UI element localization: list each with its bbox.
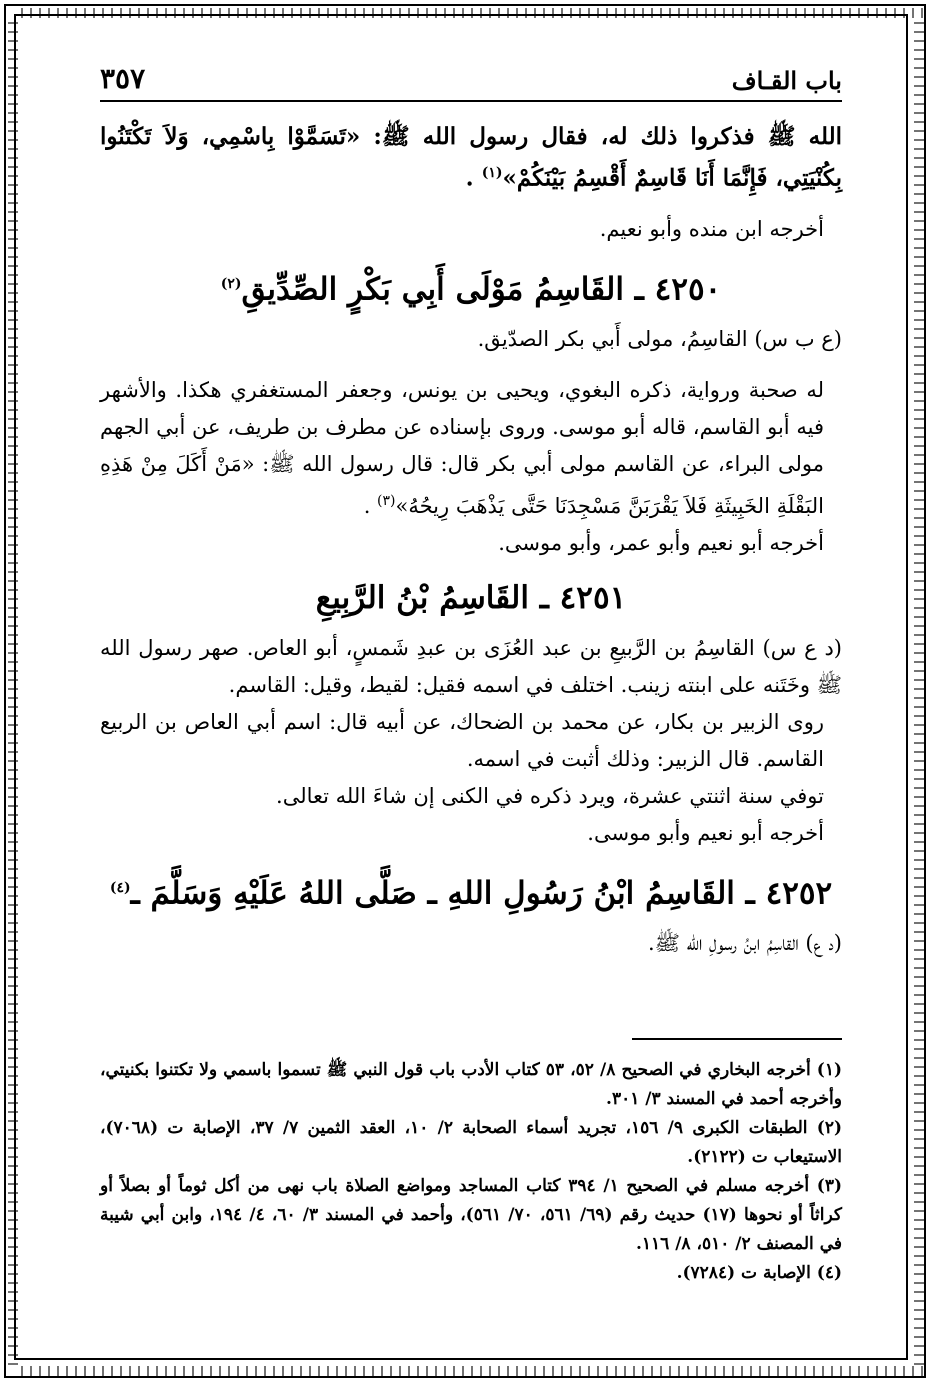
entry-title-text: ٤٢٥٠ ـ القَاسِمُ مَوْلَى أَبِي بَكْرٍ الصِّدِّيقِ [241, 270, 722, 307]
footnote-ref-3: (٣) [377, 492, 396, 509]
paragraph-takhrij-1: أخرجه ابن منده وأبو نعيم. [599, 216, 824, 241]
entry-title-4251: ٤٢٥١ ـ القَاسِمُ بْنُ الرَّبِيعِ [315, 579, 627, 616]
entry-sigla-4251: (د ع س) القاسِمُ بن الرَّبيعِ بن عبد العُزَى بن عبدِ شَمسٍ، أبو العاص. صهر رسول الله ﷺ وخَتَنه على ابنته زينب. اختلف في اسمه فقيل: لقيط، وقيل: القاسم. [100, 635, 842, 697]
entry-death-4251: توفي سنة اثنتي عشرة، ويرد ذكره في الكنى إن شاءَ الله تعالى. [276, 783, 824, 808]
footnote-separator [632, 1038, 842, 1040]
entry-paragraph-4250: له صحبة ورواية، ذكره البغوي، ويحيى بن يونس، وجعفر المستغفري هكذا. والأشهر فيه أبو القاسم، قاله أبو موسى. وروى بإسناده عن مطرف بن طريف، عن أبي الجهم مولى البراء، عن القاسم مولى أبي بكر قال: قال رسول الله ﷺ: «مَنْ أَكَلَ مِنْ هَذِهِ البَقْلَةِ الخَبِيثَةِ فَلاَ يَقْرَبَنَّ مَسْجِدَنَا حَتَّى يَذْهَبَ رِيحُهُ»$^{(٣)}$ . [100, 377, 824, 518]
entry-sigla-4250: (ع ب س) القاسِمُ، مولى أَبي بكر الصدّيق. [477, 326, 842, 351]
page-number: ٣٥٧ [100, 62, 146, 95]
entry-title-text: ٤٢٥٢ ـ القَاسِمُ ابْنُ رَسُولِ اللهِ ـ صَلَّى اللهُ عَلَيْهِ وَسَلَّمَ ـ [130, 875, 833, 912]
footnote-2: (٢) الطبقات الكبرى ٩/ ١٥٦، تجريد أسماء الصحابة ٢/ ١٠، العقد الثمين ٧/ ٣٧، الإصابة ت (٧٠٦٨)، الاستيعاب ت (٢١٢٢). [100, 1118, 842, 1167]
entry-sigla-4252: (د ع) القاسِمُ ابنُ رسولِ الله ﷺ. [647, 931, 842, 956]
footnote-ref-4: (٤) [109, 879, 131, 896]
entry-takhrij-4250: أخرجه أبو نعيم وأبو عمر، وأبو موسى. [498, 530, 824, 555]
border-ornament-right [914, 18, 924, 1368]
entry-takhrij-4251: أخرجه أبو نعيم وأبو موسى. [587, 820, 824, 845]
page-header [100, 60, 842, 102]
paragraph-hadith-1: الله ﷺ فذكروا ذلك له، فقال رسول الله ﷺ: «تَسَمَّوْا بِاسْمِي، وَلاَ تَكْتَنُوا بِكُنْيَتِي، فَإِنَّمَا أَنَا قَاسِمٌ أَقْسِمُ بَيْنَكُمْ»$^{(١)}$ . [100, 123, 842, 192]
border-ornament-left [8, 18, 18, 1368]
footnote-1: (١) أخرجه البخاري في الصحيح ٨/ ٥٢، ٥٣ كتاب الأدب باب قول النبي ﷺ تسموا باسمي ولا تكتنوا بكنيتي، وأخرجه أحمد في المسند ٣/ ٣٠١. [100, 1060, 843, 1109]
border-ornament-top [18, 8, 924, 18]
entry-paragraph-text: له صحبة ورواية، ذكره البغوي، ويحيى بن يونس، وجعفر المستغفري هكذا. والأشهر فيه أبو القاسم، قاله أبو موسى. وروى بإسناده عن مطرف بن طريف، عن أبي الجهم مولى البراء، عن القاسم مولى أبي بكر قال: قال رسول الله ﷺ: «مَنْ أَكَلَ مِنْ هَذِهِ البَقْلَةِ الخَبِيثَةِ فَلاَ يَقْرَبَنَّ مَسْجِدَنَا حَتَّى يَذْهَبَ رِيحُهُ» [100, 377, 824, 518]
entry-paragraph-4251: روى الزبير بن بكار، عن محمد بن الضحاك، عن أبيه قال: اسم أبي العاص بن الربيع القاسم. قال الزبير: وذلك أثبت في اسمه. [100, 709, 824, 771]
running-head: باب القـاف [731, 66, 842, 95]
footnote-4: (٤) الإصابة ت (٧٢٨٤). [676, 1263, 842, 1283]
footnote-ref-1: (١) [481, 165, 503, 181]
border-ornament-bottom [18, 1366, 924, 1376]
main-text [100, 118, 842, 962]
entry-title-4252 [100, 866, 842, 915]
entry-title-4250 [100, 262, 842, 311]
hadith-text: الله ﷺ فذكروا ذلك له، فقال رسول الله ﷺ: «تَسَمَّوْا بِاسْمِي، وَلاَ تَكْتَنُوا بِكُنْيَتِي، فَإِنَّمَا أَنَا قَاسِمٌ أَقْسِمُ بَيْنَكُمْ» [100, 123, 842, 192]
footnote-ref-2: (٢) [220, 275, 242, 292]
footnotes [100, 1056, 842, 1288]
footnote-3: (٣) أخرجه مسلم في الصحيح ١/ ٣٩٤ كتاب المساجد ومواضع الصلاة باب نهى من أكل ثوماً أو بصلاً أو كراثاً أو نحوها (١٧) حديث رقم (٦٩/ ٥٦١، ٧٠/ ٥٦١)، وأحمد في المسند ٣/ ٦٠، ٤/ ١٩٤، وابن أبي شيبة في المصنف ٢/ ٥١٠، ٨/ ١١٦. [100, 1176, 842, 1254]
